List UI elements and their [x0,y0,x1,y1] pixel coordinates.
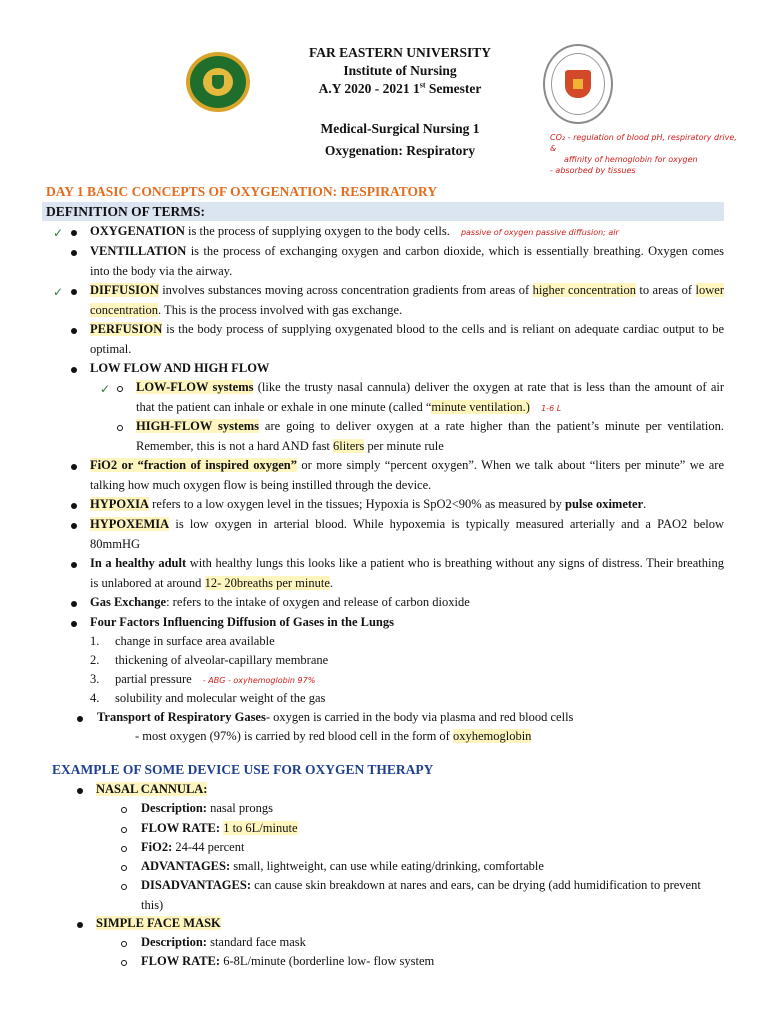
term-perfusion: PERFUSION is the body process of supplying oxygenated blood to the cells and is reliant on adequate cardiac output to be optimal. [90,322,724,356]
checkmark-icon: ✓ [100,382,111,396]
term-high-flow: HIGH-FLOW systems are going to deliver oxygen at a rate higher than the patient’s minute per ventilation. Remember, this is not a hard AND fast 6liters per minute rule [136,419,724,453]
device-nasal-cannula: NASAL CANNULA: [96,782,208,796]
bullet-icon [71,523,77,529]
circle-bullet-icon [121,807,127,813]
handwritten-pressure-note: - ABG - oxyhemoglobin 97% [202,676,316,685]
circle-bullet-icon [121,846,127,852]
bullet-icon [71,503,77,509]
factor-text: partial pressure - ABG - oxyhemoglobin 97% [115,672,316,686]
academic-year: A.Y 2020 - 2021 1st Semester [318,80,482,96]
factor-number: 2. [90,653,100,667]
term-low-high-flow: LOW FLOW AND HIGH FLOW [90,361,270,375]
term-fio2: FiO2 or “fraction of inspired oxygen” or more simply “percent oxygen”. When we talk about “liters per minute” we are talking how much oxygen flow is being instilled through the device. [90,458,725,492]
course-name: Medical-Surgical Nursing 1 [320,121,480,136]
circle-bullet-icon [121,827,127,833]
factor-text: solubility and molecular weight of the gas [115,691,326,705]
term-ventillation: VENTILLATION is the process of exchanging oxygen and carbon dioxide, which is essentially breathing. Oxygen comes into the body via the airway. [90,244,724,278]
factor-number: 1. [90,634,100,648]
bullet-icon [77,922,83,928]
term-diffusion: DIFFUSION involves substances moving across concentration gradients from areas of higher concentration to areas of lower concentration. This is the process involved with gas exchange. [90,283,724,317]
device-simple-face-mask: SIMPLE FACE MASK [96,916,221,930]
definitions-title: DEFINITION OF TERMS: [46,204,206,219]
bullet-icon [71,230,77,236]
section-title-devices: EXAMPLE OF SOME DEVICE USE FOR OXYGEN THERAPY [52,762,434,777]
term-hypoxia: HYPOXIA refers to a low oxygen level in the tissues; Hypoxia is SpO2<90% as measured by pulse oximeter. [90,497,647,511]
nasal-flow-rate: FLOW RATE: 1 to 6L/minute [141,821,298,835]
section-title-basic-concepts: DAY 1 BASIC CONCEPTS OF OXYGENATION: RESPIRATORY [46,184,438,199]
institute-of-nursing-seal-icon [543,44,613,124]
document-header [290,44,510,98]
bullet-icon [71,367,77,373]
circle-bullet-icon [121,941,127,947]
bullet-icon [71,562,77,568]
handwritten-co2-note: CO₂ - regulation of blood pH, respiratory drive, & affinity of hemoglobin for oxygen - absorbed by tissues [550,133,737,175]
checkmark-icon: ✓ [53,226,64,240]
handwritten-minute-note: 1-6 L [541,403,562,413]
bullet-icon [77,716,83,722]
circle-bullet-icon [117,386,123,392]
simple-description: Description: standard face mask [141,935,306,949]
factor-number: 4. [90,691,100,705]
nasal-description: Description: nasal prongs [141,801,273,815]
bullet-icon [71,621,77,627]
factor-text: thickening of alveolar-capillary membrane [115,653,329,667]
university-name: FAR EASTERN UNIVERSITY [308,45,492,60]
factor-number: 3. [90,672,100,686]
circle-bullet-icon [117,425,123,431]
checkmark-icon: ✓ [53,285,64,299]
topic-name: Oxygenation: Respiratory [324,143,476,158]
institute-name: Institute of Nursing [343,63,457,78]
bullet-icon [71,250,77,256]
circle-bullet-icon [121,884,127,890]
circle-bullet-icon [121,865,127,871]
course-block [290,118,510,162]
feu-seal-icon [186,52,250,112]
term-transport: Transport of Respiratory Gases- oxygen is carried in the body via plasma and red blood cells [97,710,574,724]
term-oxygenation: OXYGENATION is the process of supplying oxygen to the body cells. passive of oxygen passive diffusion; air [90,224,619,238]
bullet-icon [71,601,77,607]
bullet-icon [71,289,77,295]
circle-bullet-icon [121,960,127,966]
bullet-icon [71,464,77,470]
bullet-icon [77,788,83,794]
term-gas-exchange: Gas Exchange: refers to the intake of oxygen and release of carbon dioxide [90,595,470,609]
term-hypoxemia: HYPOXEMIA is low oxygen in arterial blood. While hypoxemia is typically measured arterially and a PAO2 below 80mmHG [90,517,724,551]
factor-text: change in surface area available [115,634,275,648]
nasal-disadvantages: DISADVANTAGES: can cause skin breakdown at nares and ears, can be drying (add humidification to prevent this) [141,878,701,912]
handwritten-oxygenation-note: passive of oxygen passive diffusion; air [460,228,619,237]
nasal-advantages: ADVANTAGES: small, lightweight, can use while eating/drinking, comfortable [141,859,544,873]
transport-subnote: - most oxygen (97%) is carried by red blood cell in the form of oxyhemoglobin [135,729,532,743]
term-healthy-adult: In a healthy adult with healthy lungs this looks like a patient who is breathing without any signs of distress. Their breathing is unlabored at around 12- 20breaths per minute. [90,556,724,590]
simple-flow-rate: FLOW RATE: 6-8L/minute (borderline low- flow system [141,954,435,968]
term-low-flow: LOW-FLOW systems (like the trusty nasal cannula) deliver the oxygen at rate that is less than the amount of air that the patient can inhale or exhale in one minute (called “minute ventilation.) 1-6 L [136,380,725,414]
bullet-icon [71,328,77,334]
four-factors-title: Four Factors Influencing Diffusion of Gases in the Lungs [90,615,394,629]
nasal-fio2: FiO2: 24-44 percent [141,840,245,854]
